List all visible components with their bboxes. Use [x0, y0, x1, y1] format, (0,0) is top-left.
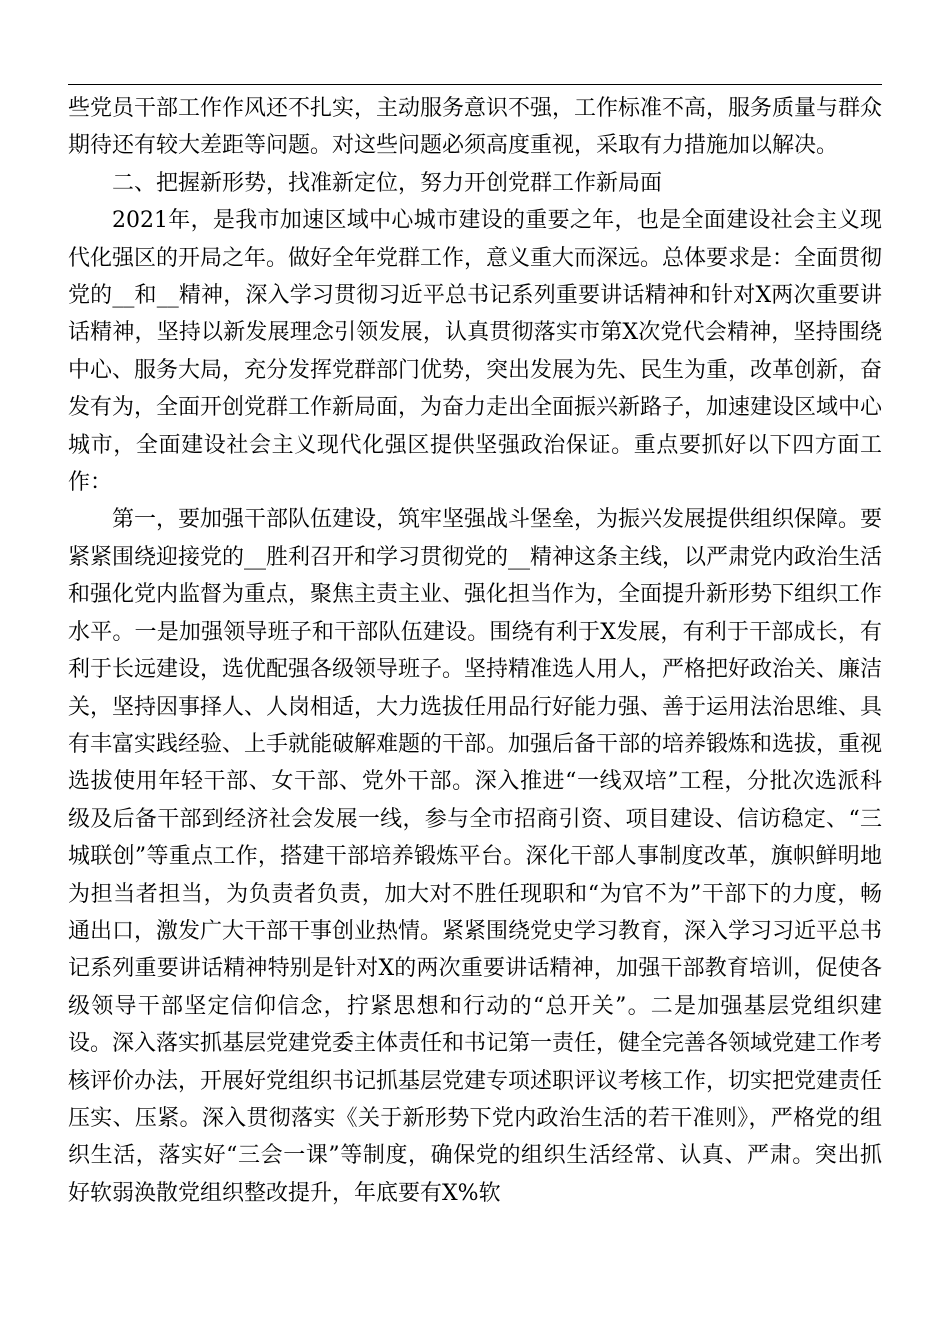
section-heading: 二、把握新形势，找准新定位，努力开创党群工作新局面	[112, 170, 663, 196]
header-rule	[68, 84, 882, 85]
paragraph-overall-requirements: 2021年，是我市加速区域中心城市建设的重要之年，也是全面建设社会主义现代化强区的开局之年。做好全年党群工作，意义重大而深远。总体要求是：全面贯彻党的__和__精神，深入学习贯彻习近平总书记系列重要讲话精神和针对X两次重要讲话精神，坚持以新发展理念引领发展，认真贯彻落实市第X次党代会精神，坚持围绕中心、服务大局，充分发挥党群部门优势，突出发展为先、民生为重，改革创新，奋发有为，全面开创党群工作新局面，为奋力走出全面振兴新路子，加速建设区域中心城市，全面建设社会主义现代化强区提供坚强政治保证。重点要抓好以下四方面工作：	[68, 208, 883, 496]
document-body	[68, 90, 882, 1212]
paragraph-first-task: 第一，要加强干部队伍建设，筑牢坚强战斗堡垒，为振兴发展提供组织保障。要紧紧围绕迎接党的__胜利召开和学习贯彻党的__精神这条主线，以严肃党内政治生活和强化党内监督为重点，聚焦主责主业、强化担当作为，全面提升新形势下组织工作水平。一是加强领导班子和干部队伍建设。围绕有利于X发展，有利于干部成长，有利于长远建设，选优配强各级领导班子。坚持精准选人用人，严格把好政治关、廉洁关，坚持因事择人、人岗相适，大力选拔任用品行好能力强、善于运用法治思维、具有丰富实践经验、上手就能破解难题的干部。加强后备干部的培养锻炼和选拔，重视选拔使用年轻干部、女干部、党外干部。深入推进“一线双培”工程，分批次选派科级及后备干部到经济社会发展一线，参与全市招商引资、项目建设、信访稳定、“三城联创”等重点工作，搭建干部培养锻炼平台。深化干部人事制度改革，旗帜鲜明地为担当者担当，为负责者负责，加大对不胜任现职和“为官不为”干部下的力度，畅通出口，激发广大干部干事创业热情。紧紧围绕党史学习教育，深入学习习近平总书记系列重要讲话精神特别是针对X的两次重要讲话精神，加强干部教育培训，促使各级领导干部坚定信仰信念，拧紧思想和行动的“总开关”。二是加强基层党组织建设。深入落实抓基层党建党委主体责任和书记第一责任，健全完善各领域党建工作考核评价办法，开展好党组织书记抓基层党建专项述职评议考核工作，切实把党建责任压实、压紧。深入贯彻落实《关于新形势下党内政治生活的若干准则》，严格党的组织生活，落实好“三会一课”等制度，确保党的组织生活经常、认真、严肃。突出抓好软弱涣散党组织整改提升，年底要有X%软	[68, 507, 883, 1206]
paragraph-continuation: 些党员干部工作作风还不扎实，主动服务意识不强，工作标准不高，服务质量与群众期待还有较大差距等问题。对这些问题必须高度重视，采取有力措施加以解决。	[68, 96, 883, 159]
